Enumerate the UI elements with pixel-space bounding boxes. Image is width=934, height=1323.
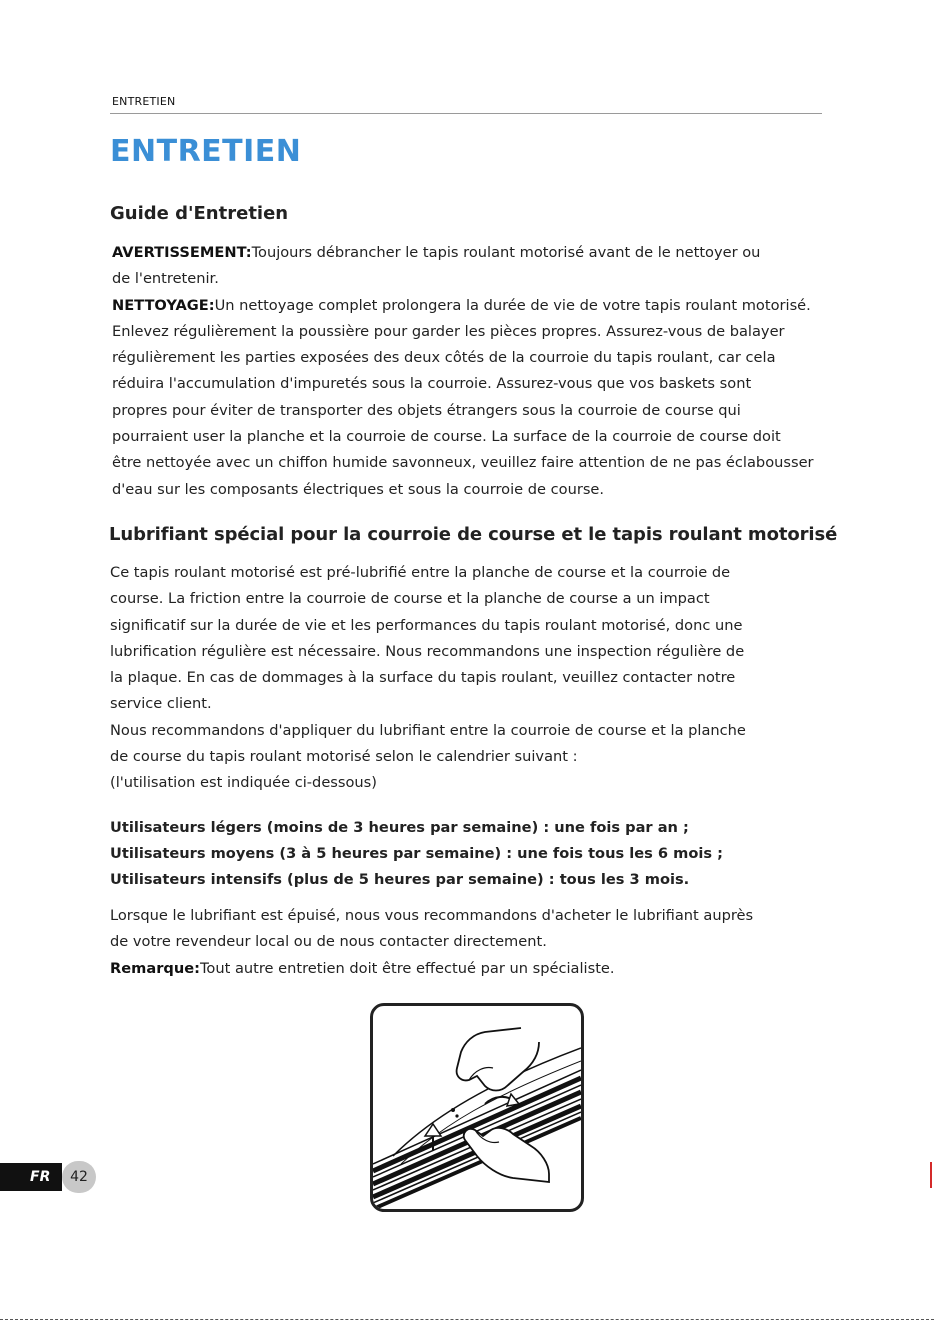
body-line: lubrification régulière est nécessaire. Nous recommandons une inspection régulière de bbox=[110, 642, 745, 660]
warning-line bbox=[112, 240, 814, 266]
body-line: service client. bbox=[110, 695, 212, 713]
body-line: course. La friction entre la courroie de course et la planche de course a un impact bbox=[110, 590, 710, 608]
note-line bbox=[110, 956, 753, 982]
warning-label: AVERTISSEMENT: bbox=[112, 244, 252, 261]
cleaning-text: Un nettoyage complet prolongera la durée de vie de votre tapis roulant motorisé. bbox=[214, 296, 811, 314]
body-line: de votre revendeur local ou de nous contacter directement. bbox=[110, 933, 547, 951]
section-heading-lubricant: Lubrifiant spécial pour la courroie de course et le tapis roulant motorisé bbox=[109, 524, 838, 545]
cleaning-line bbox=[112, 293, 814, 319]
body-line: (l'utilisation est indiquée ci-dessous) bbox=[110, 774, 377, 792]
body-line: être nettoyée avec un chiffon humide savonneux, veuillez faire attention de ne pas éclabousser bbox=[112, 454, 814, 472]
section2-body bbox=[110, 560, 746, 797]
closing-text bbox=[110, 903, 753, 982]
usage-schedule bbox=[110, 815, 723, 893]
body-line: réduira l'accumulation d'impuretés sous la courroie. Assurez-vous que vos baskets sont bbox=[112, 375, 752, 393]
body-line: régulièrement les parties exposées des deux côtés de la courroie du tapis roulant, car cela bbox=[112, 349, 776, 367]
note-text: Tout autre entretien doit être effectué par un spécialiste. bbox=[199, 959, 615, 977]
body-line: la plaque. En cas de dommages à la surface du tapis roulant, veuillez contacter notre bbox=[110, 669, 736, 687]
usage-light: Utilisateurs légers (moins de 3 heures par semaine) : une fois par an ; bbox=[110, 819, 689, 836]
body-line: Nous recommandons d'appliquer du lubrifiant entre la courroie de course et la planche bbox=[110, 721, 746, 739]
usage-intensive: Utilisateurs intensifs (plus de 5 heures par semaine) : tous les 3 mois. bbox=[110, 871, 690, 888]
running-header: ENTRETIEN bbox=[112, 95, 176, 108]
lubricating-belt-illustration bbox=[370, 1003, 584, 1212]
section1-body bbox=[112, 240, 814, 503]
body-line: de course du tapis roulant motorisé selon le calendrier suivant : bbox=[110, 748, 578, 766]
body-line: propres pour éviter de transporter des objets étrangers sous la courroie de course qui bbox=[112, 401, 741, 419]
language-tab bbox=[0, 1163, 62, 1191]
usage-medium: Utilisateurs moyens (3 à 5 heures par semaine) : une fois tous les 6 mois ; bbox=[110, 845, 723, 862]
body-line: significatif sur la durée de vie et les performances du tapis roulant motorisé, donc une bbox=[110, 616, 743, 634]
body-line: d'eau sur les composants électriques et sous la courroie de course. bbox=[112, 480, 605, 498]
body-line: pourraient user la planche et la courroie de course. La surface de la courroie de course doit bbox=[112, 428, 781, 446]
body-line: Enlevez régulièrement la poussière pour garder les pièces propres. Assurez-vous de balayer bbox=[112, 322, 785, 340]
cleaning-label: NETTOYAGE: bbox=[112, 296, 215, 314]
warning-text: Toujours débrancher le tapis roulant motorisé avant de le nettoyer ou bbox=[251, 244, 761, 261]
bottom-cut-line bbox=[0, 1319, 934, 1320]
note-label: Remarque: bbox=[110, 959, 200, 977]
section-heading-guide: Guide d'Entretien bbox=[110, 203, 289, 224]
body-line: Lorsque le lubrifiant est épuisé, nous vous recommandons d'acheter le lubrifiant auprès bbox=[110, 907, 754, 924]
warning-line-2: de l'entretenir. bbox=[112, 270, 219, 288]
header-rule bbox=[110, 113, 822, 114]
page-number: 42 bbox=[62, 1161, 96, 1193]
language-label: FR bbox=[30, 1169, 51, 1185]
page-title: ENTRETIEN bbox=[110, 134, 302, 169]
illustration-drawing bbox=[373, 1006, 581, 1209]
edge-marker bbox=[930, 1162, 932, 1188]
body-line: Ce tapis roulant motorisé est pré-lubrifié entre la planche de course et la courroie de bbox=[110, 564, 731, 581]
